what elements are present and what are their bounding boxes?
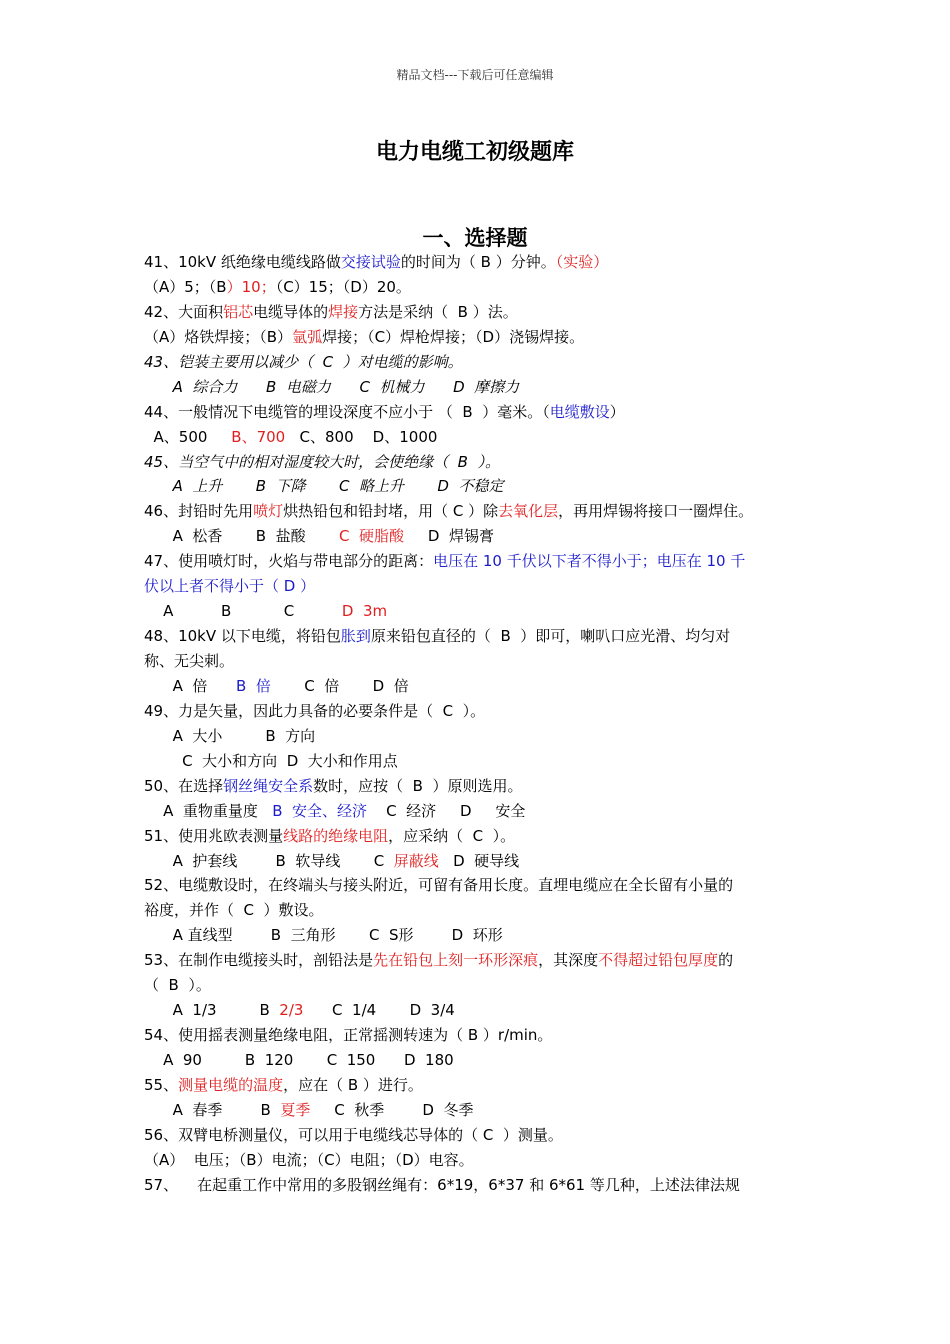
- question-line: [144, 774, 824, 799]
- line-text: C、800 D、1000: [285, 427, 438, 446]
- line-text: （ B ）。: [144, 976, 211, 995]
- question-line: [144, 425, 824, 450]
- question-line: [144, 574, 824, 599]
- question-line: [144, 1098, 824, 1123]
- question-line: [144, 998, 824, 1023]
- line-text: A 综合力 B 电磁力 C 机械力 D 摩擦力: [144, 377, 520, 396]
- line-text: D 焊锡膏: [404, 527, 494, 546]
- line-text: （A）5；（B: [144, 277, 227, 296]
- line-text: 烘热铅包和铅封堵，用（ C ）除: [283, 502, 499, 521]
- line-text: 的: [718, 951, 734, 970]
- blue-highlight-text: 电压在 10 千伏以下者不得小于；电压在 10 千: [433, 552, 746, 571]
- question-line: [144, 400, 824, 425]
- line-text: 51、使用兆欧表测量: [144, 826, 284, 845]
- line-text: A 90 B 120 C 150 D 180: [144, 1051, 454, 1069]
- line-text: （A）烙铁焊接；（B）: [144, 327, 293, 346]
- question-line: [144, 524, 824, 549]
- line-text: ，再用焊锡将接口一圈焊住。: [558, 502, 754, 521]
- line-text: A、500: [144, 427, 232, 446]
- line-text: 43、铠装主要用以减少（ C ）对电缆的影响。: [144, 352, 463, 371]
- line-text: C 大小和方向 D 大小和作用点: [144, 751, 398, 770]
- question-line: [144, 724, 824, 749]
- question-line: [144, 849, 824, 874]
- line-text: 数时，应按（ B ）原则选用。: [313, 776, 523, 795]
- red-highlight-text: 不得超过铅包厚度: [598, 951, 719, 970]
- document-title: 电力电缆工初级题库: [375, 139, 574, 165]
- line-text: 47、使用喷灯时，火焰与带电部分的距离：: [144, 552, 434, 571]
- line-text: 的时间为（ B ）分钟。: [400, 253, 556, 271]
- question-list: [144, 250, 824, 1198]
- blue-highlight-text: 胀到: [340, 627, 371, 646]
- question-line: [144, 1148, 824, 1173]
- page-header: 精品文档---下载后可任意编辑: [396, 68, 554, 82]
- question-line: [144, 1023, 824, 1048]
- line-text: 56、双臂电桥测量仪，可以用于电缆线芯导体的（ C ）测量。: [144, 1125, 563, 1144]
- line-text: C 秋季 D 冬季: [310, 1100, 474, 1119]
- line-text: A 1/3 B: [144, 1001, 280, 1020]
- line-text: 原来铅包直径的（ B ）即可，喇叭口应光滑、均匀对: [370, 627, 731, 646]
- question-line: [144, 649, 824, 674]
- question-line: [144, 824, 824, 849]
- line-text: C 倍 D 倍: [270, 676, 409, 695]
- line-text: A 倍: [144, 676, 237, 695]
- red-highlight-text: 铝芯: [223, 302, 254, 321]
- question-line: [144, 325, 824, 350]
- line-text: A 松香 B 盐酸: [144, 527, 339, 546]
- question-line: [144, 275, 824, 300]
- line-text: 53、在制作电缆接头时，剖铅法是: [144, 951, 374, 970]
- red-highlight-text: 夏季: [280, 1100, 311, 1119]
- line-text: 方法是采纳（ B ）法。: [358, 302, 518, 321]
- question-line: [144, 375, 824, 400]
- line-text: 42、大面积: [144, 302, 224, 321]
- red-highlight-text: 喷灯: [253, 502, 284, 521]
- line-text: 49、力是矢量，因此力具备的必要条件是（ C ）。: [144, 701, 486, 720]
- question-line: [144, 599, 824, 624]
- red-highlight-text: 线路的绝缘电阻: [283, 826, 389, 845]
- question-line: [144, 450, 824, 475]
- question-line: [144, 674, 824, 699]
- red-highlight-text: C 硬脂酸: [339, 527, 405, 546]
- question-line: [144, 898, 824, 923]
- red-highlight-text: 焊接: [328, 302, 359, 321]
- line-text: ）: [609, 402, 625, 421]
- red-highlight-text: 氩弧: [292, 327, 323, 346]
- line-text: A 重物重量度: [144, 801, 273, 820]
- line-text: 电缆导体的: [253, 302, 329, 321]
- question-line: [144, 549, 824, 574]
- red-highlight-text: 屏蔽线: [393, 851, 439, 870]
- line-text: D 硬导线: [438, 851, 520, 870]
- line-text: 50、在选择: [144, 776, 224, 795]
- line-text: A 直线型 B 三角形 C S形 D 环形: [144, 926, 503, 945]
- line-text: ，应采纳（ C ）。: [388, 826, 516, 845]
- blue-highlight-text: 交接试验: [340, 253, 401, 271]
- line-text: ，应在（ B ）进行。: [283, 1075, 423, 1094]
- question-line: [144, 1073, 824, 1098]
- line-text: 48、10kV 以下电缆，将铅包: [144, 627, 341, 646]
- blue-highlight-text: 电缆敷设: [549, 402, 610, 421]
- line-text: A 上升 B 下降 C 略上升 D 不稳定: [144, 477, 504, 496]
- red-highlight-text: 测量电缆的温度: [178, 1075, 284, 1094]
- line-text: 55、: [144, 1075, 179, 1094]
- question-line: [144, 1123, 824, 1148]
- blue-highlight-text: B 安全、经济: [272, 801, 368, 820]
- line-text: 52、电缆敷设时，在终端头与接头附近，可留有备用长度。直埋电缆应在全长留有小量的: [144, 876, 734, 895]
- line-text: A 春季 B: [144, 1100, 281, 1119]
- red-highlight-text: D 3m: [341, 602, 388, 621]
- line-text: （A） 电压；（B）电流；（C）电阻；（D）电容。: [144, 1150, 474, 1169]
- line-text: 称、无尖刺。: [144, 652, 235, 670]
- line-text: C 经济 D 安全: [367, 801, 526, 820]
- blue-highlight-text: 钢丝绳安全系: [223, 776, 314, 795]
- line-text: C 1/4 D 3/4: [303, 1001, 455, 1020]
- red-highlight-text: 先在铅包上刻一环形深痕: [373, 951, 539, 970]
- question-line: [144, 300, 824, 325]
- blue-highlight-text: B 倍: [236, 676, 271, 695]
- line-text: A 大小 B 方向: [144, 726, 316, 745]
- question-line: [144, 474, 824, 499]
- question-line: [144, 1048, 824, 1073]
- line-text: 46、封铅时先用: [144, 502, 254, 521]
- question-line: [144, 873, 824, 898]
- line-text: A 护套线 B 软导线 C: [144, 851, 394, 870]
- line-text: （C）15；（D）20。: [275, 277, 411, 296]
- red-highlight-text: （实验）: [555, 253, 609, 271]
- line-text: ，其深度: [538, 951, 599, 970]
- question-line: [144, 799, 824, 824]
- red-highlight-text: ）10；: [226, 277, 276, 296]
- question-line: [144, 1173, 824, 1198]
- line-text: 裕度，并作（ C ）敷设。: [144, 901, 324, 920]
- line-text: 焊接；（C）焊枪焊接；（D）浇锡焊接。: [322, 327, 585, 346]
- red-highlight-text: B、700: [231, 427, 286, 446]
- question-line: [144, 624, 824, 649]
- blue-highlight-text: 伏以上者不得小于（ D ）: [144, 577, 316, 596]
- question-line: [144, 973, 824, 998]
- line-text: 57、 在起重工作中常用的多股钢丝绳有：6*19，6*37 和 6*61 等几种，上述法律法规: [144, 1175, 740, 1194]
- question-line: [144, 749, 824, 774]
- line-text: 44、一般情况下电缆管的埋设深度不应小于 （ B ）毫米。（: [144, 402, 550, 421]
- question-line: [144, 948, 824, 973]
- line-text: 54、使用摇表测量绝缘电阻，正常摇测转速为（ B ）r/min。: [144, 1026, 553, 1045]
- question-line: [144, 699, 824, 724]
- section-heading: 一、选择题: [422, 225, 528, 250]
- line-text: A B C: [144, 602, 342, 621]
- question-line: [144, 350, 824, 375]
- question-line: [144, 923, 824, 948]
- question-line: [144, 499, 824, 524]
- line-text: 45、当空气中的相对湿度较大时，会使绝缘（ B ）。: [144, 452, 500, 471]
- red-highlight-text: 去氧化层: [498, 502, 559, 521]
- line-text: 41、10kV 纸绝缘电缆线路做: [144, 253, 341, 271]
- red-highlight-text: 2/3: [279, 1001, 304, 1020]
- question-line: [144, 250, 824, 275]
